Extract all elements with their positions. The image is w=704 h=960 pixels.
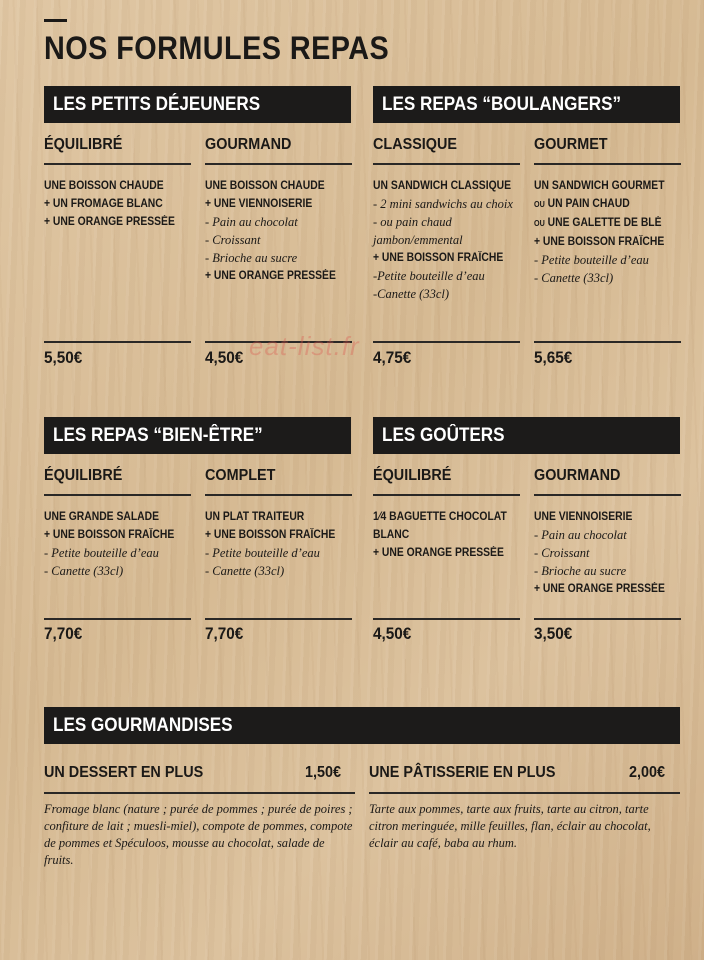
menu-item-option: - Brioche au sucre (205, 251, 298, 265)
menu-item: 1⁄4 BAGUETTE CHOCOLAT (373, 511, 507, 523)
price-divider (373, 341, 520, 343)
menu-item: UN SANDWICH GOURMET (534, 180, 665, 192)
section-bar-les-gouters: LES GOÛTERS (373, 417, 680, 454)
menu-item-option: - Petite bouteille d’eau (205, 546, 320, 560)
patisserie-divider (369, 792, 680, 794)
price-divider (534, 618, 681, 620)
menu-item: + UNE BOISSON FRAÎCHE (44, 529, 175, 541)
formula-name: GOURMET (534, 135, 681, 165)
price-divider (373, 618, 520, 620)
formula-column-equilibre (44, 135, 191, 231)
formula-column-equilibre (373, 466, 520, 562)
formula-name: ÉQUILIBRÉ (373, 466, 520, 496)
menu-item: + UNE VIENNOISERIE (205, 198, 313, 210)
menu-item-option: -Canette (33cl) (373, 287, 450, 301)
section-bar-les-repas-bien-etre: LES REPAS “BIEN-ÊTRE” (44, 417, 351, 454)
menu-item-option: - Brioche au sucre (534, 564, 627, 578)
price-divider (44, 341, 191, 343)
dessert-description: Fromage blanc (nature ; purée de pommes ; purée de poires ; confiture de lait ; muesli-miel), compote de pommes, compote de pommes et Spéculoos, mousse au chocolat, salade de fruits. (44, 802, 353, 867)
formula-price: 4,50€ (373, 624, 412, 643)
menu-item-option: - Petite bouteille d’eau (534, 253, 649, 267)
menu-item-option: - Croissant (534, 546, 590, 560)
formula-column-gourmand (534, 466, 681, 598)
formula-name: COMPLET (205, 466, 352, 496)
section-bar-gourmandises: LES GOURMANDISES (44, 707, 680, 744)
menu-item-option: - Canette (33cl) (534, 271, 614, 285)
formula-items (534, 496, 681, 598)
formula-price: 4,50€ (205, 348, 244, 367)
menu-item-option: -Petite bouteille d’eau (373, 269, 485, 283)
or-prefix: OU (534, 219, 545, 228)
menu-item: OU UNE GALETTE DE BLÉ (534, 217, 662, 229)
menu-item: + UNE ORANGE PRESSÉE (373, 547, 504, 559)
formula-price: 5,50€ (44, 348, 83, 367)
formula-column-gourmet (534, 135, 681, 287)
menu-item: + UNE BOISSON FRAÎCHE (205, 529, 336, 541)
dessert-divider (44, 792, 355, 794)
dessert-price: 1,50€ (305, 764, 342, 781)
formula-name: ÉQUILIBRÉ (44, 466, 191, 496)
formula-items (373, 496, 520, 562)
formula-column-complet (205, 466, 352, 580)
section-bar-les-petits-dejeuners: LES PETITS DÉJEUNERS (44, 86, 351, 123)
menu-item-option: - Canette (33cl) (205, 564, 285, 578)
dessert-title: UN DESSERT EN PLUS (44, 764, 204, 781)
price-divider (205, 618, 352, 620)
watermark: eat-list.fr (249, 331, 360, 361)
formula-items (44, 496, 191, 580)
menu-item: BLANC (373, 529, 410, 541)
formula-price: 7,70€ (205, 624, 244, 643)
menu-item: + UNE ORANGE PRESSÉE (534, 583, 665, 595)
menu-item-option: - ou pain chaud jambon/emmental (373, 215, 463, 247)
menu-item-option: - 2 mini sandwichs au choix (373, 197, 513, 211)
price-divider (534, 341, 681, 343)
patisserie-price: 2,00€ (629, 764, 666, 781)
formula-name: ÉQUILIBRÉ (44, 135, 191, 165)
menu-item: UNE VIENNOISERIE (534, 511, 633, 523)
menu-item: UNE BOISSON CHAUDE (205, 180, 325, 192)
formula-price: 4,75€ (373, 348, 412, 367)
price-divider (44, 618, 191, 620)
menu-item-option: - Canette (33cl) (44, 564, 124, 578)
formula-column-gourmand (205, 135, 352, 285)
formula-items (205, 496, 352, 580)
page-title: NOS FORMULES REPAS (44, 30, 390, 66)
menu-item: UN SANDWICH CLASSIQUE (373, 180, 512, 192)
formula-price: 5,65€ (534, 348, 573, 367)
formula-name: GOURMAND (534, 466, 681, 496)
menu-item: UNE BOISSON CHAUDE (44, 180, 164, 192)
menu-item: + UN FROMAGE BLANC (44, 198, 163, 210)
menu-item: + UNE ORANGE PRESSÉE (44, 216, 175, 228)
formula-column-classique (373, 135, 520, 303)
formula-items (44, 165, 191, 231)
menu-item: OU UN PAIN CHAUD (534, 198, 630, 210)
or-prefix: OU (534, 200, 545, 209)
formula-items (205, 165, 352, 285)
menu-item-option: - Pain au chocolat (534, 528, 627, 542)
menu-item: + UNE ORANGE PRESSÉE (205, 270, 336, 282)
menu-item-option: - Pain au chocolat (205, 215, 298, 229)
menu-item: UNE GRANDE SALADE (44, 511, 160, 523)
formula-price: 7,70€ (44, 624, 83, 643)
formula-items (373, 165, 520, 303)
patisserie-title: UNE PÂTISSERIE EN PLUS (369, 764, 556, 781)
menu-item-option: - Croissant (205, 233, 261, 247)
formula-column-equilibre (44, 466, 191, 580)
formula-items (534, 165, 681, 287)
patisserie-description: Tarte aux pommes, tarte aux fruits, tarte au citron, tarte citron meringuée, mille feuilles, flan, éclair au chocolat, éclair au café, baba au rhum. (369, 802, 651, 850)
section-bar-les-repas-boulangers: LES REPAS “BOULANGERS” (373, 86, 680, 123)
formula-name: CLASSIQUE (373, 135, 520, 165)
menu-item-option: - Petite bouteille d’eau (44, 546, 159, 560)
formula-price: 3,50€ (534, 624, 573, 643)
menu-item: + UNE BOISSON FRAÎCHE (534, 236, 665, 248)
top-rule (44, 19, 67, 22)
formula-name: GOURMAND (205, 135, 352, 165)
menu-item: + UNE BOISSON FRAÎCHE (373, 252, 504, 264)
menu-item: UN PLAT TRAITEUR (205, 511, 305, 523)
